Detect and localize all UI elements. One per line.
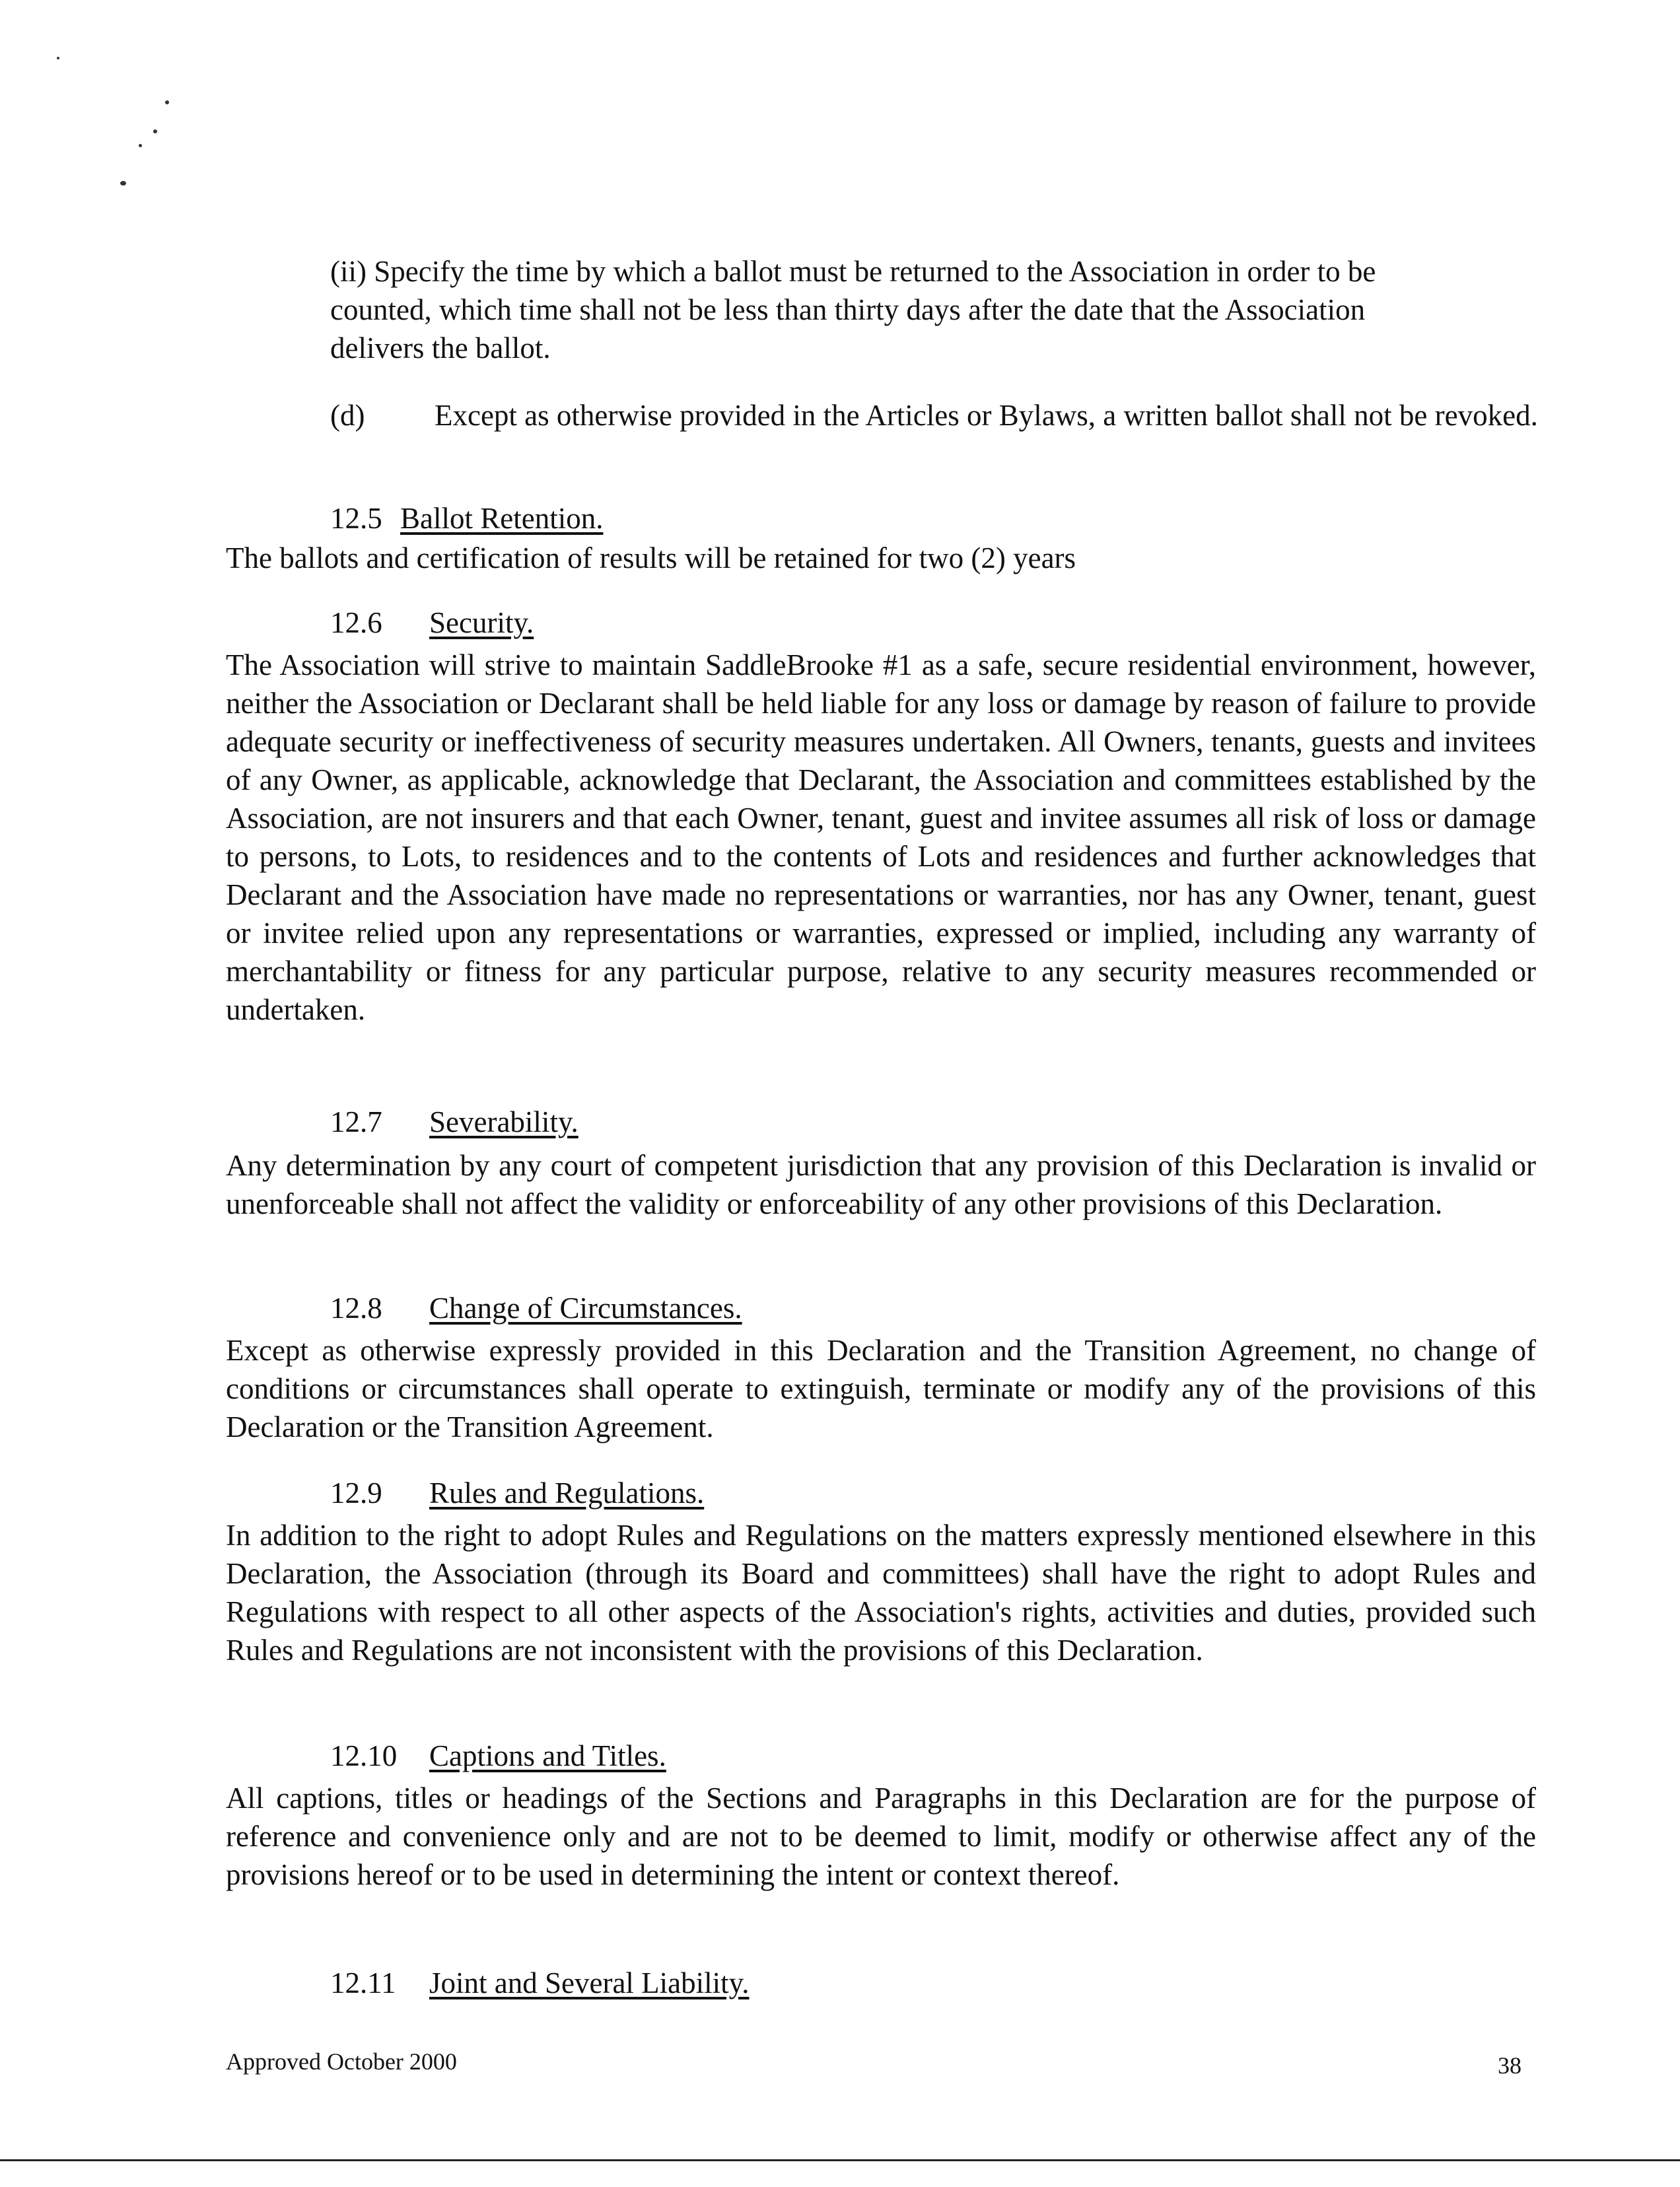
- item-d-text: Except as otherwise provided in the Articles or Bylaws, a written ballot shall not be revoked.: [435, 399, 1538, 432]
- item-ii: [330, 252, 1413, 367]
- section-number: 12.6: [330, 606, 382, 639]
- section-number: 12.8: [330, 1292, 382, 1325]
- page-number: 38: [1498, 2052, 1522, 2079]
- section-title: Rules and Regulations.: [429, 1476, 705, 1510]
- section-heading: [330, 1289, 742, 1327]
- section-title: Joint and Several Liability.: [429, 1966, 750, 1999]
- section-body: All captions, titles or headings of the Sections and Paragraphs in this Declaration are for the purpose of reference and convenience only and are not to be deemed to limit, modify or otherwise affect any of the provisions hereof or to be used in determining the intent or context thereof.: [226, 1782, 1536, 1891]
- section-number: 12.10: [330, 1739, 398, 1772]
- scan-speck: [165, 100, 169, 104]
- section-body: In addition to the right to adopt Rules and Regulations on the matters expressly mentioned elsewhere in this Declaration, the Association (through its Board and committees) shall have the right to adopt Rules and Regulations with respect to all other aspects of the Association's rights, activities and duties, provided such Rules and Regulations are not inconsistent with the provisions of this Declaration.: [226, 1519, 1536, 1667]
- section-body: Any determination by any court of competent jurisdiction that any provision of this Declaration is invalid or unenforceable shall not affect the validity or enforceability of any other provisions of this Declaration.: [226, 1149, 1536, 1220]
- section-title: Change of Circumstances.: [429, 1292, 742, 1325]
- section-body: The ballots and certification of results will be retained for two (2) years: [226, 541, 1076, 574]
- bottom-scan-line: [0, 2159, 1680, 2161]
- section-heading: [330, 604, 534, 642]
- section-number: 12.7: [330, 1105, 382, 1138]
- section-number: 12.11: [330, 1966, 396, 1999]
- item-ii-text: (ii) Specify the time by which a ballot must be returned to the Association in order to be counted, which time shall not be less than thirty days after the date that the Association delivers the ballot.: [330, 255, 1376, 364]
- section-body: Except as otherwise expressly provided in this Declaration and the Transition Agreement, no change of conditions or circumstances shall operate to extinguish, terminate or modify any of the provisions of this Declaration or the Transition Agreement.: [226, 1334, 1536, 1443]
- section-title: Security.: [429, 606, 534, 639]
- scan-speck: [120, 181, 126, 186]
- scan-speck: [57, 57, 59, 59]
- scan-speck: [139, 144, 142, 147]
- section-heading: [330, 1474, 704, 1512]
- section-title: Captions and Titles.: [429, 1739, 666, 1772]
- scan-speck: [153, 129, 157, 133]
- section-heading: [330, 1964, 749, 2002]
- section-body: The Association will strive to maintain SaddleBrooke #1 as a safe, secure residential environment, however, neither the Association or Declarant shall be held liable for any loss or damage by reason of failure to provide adequate security or ineffectiveness of security measures undertaken. All Owners, tenants, guests and invitees of any Owner, as applicable, acknowledge that Declarant, the Association and committees established by the Association, are not insurers and that each Owner, tenant, guest and invitee assumes all risk of loss or damage to persons, to Lots, to residences and to the contents of Lots and residences and further acknowledges that Declarant and the Association have made no representations or warranties, nor has any Owner, tenant, guest or invitee relied upon any representations or warranties, expressed or implied, including any warranty of merchantability or fitness for any particular purpose, relative to any security measures recommended or undertaken.: [226, 648, 1536, 1026]
- section-heading: [330, 499, 603, 538]
- section-heading: [330, 1737, 666, 1775]
- section-heading: [330, 1103, 578, 1141]
- footer-approved-date: Approved October 2000: [226, 2048, 457, 2075]
- section-title: Severability.: [429, 1105, 578, 1138]
- section-number: 12.9: [330, 1476, 382, 1510]
- section-number: 12.5: [330, 502, 382, 535]
- section-title: Ballot Retention.: [400, 502, 604, 535]
- item-d-label: (d): [330, 399, 365, 432]
